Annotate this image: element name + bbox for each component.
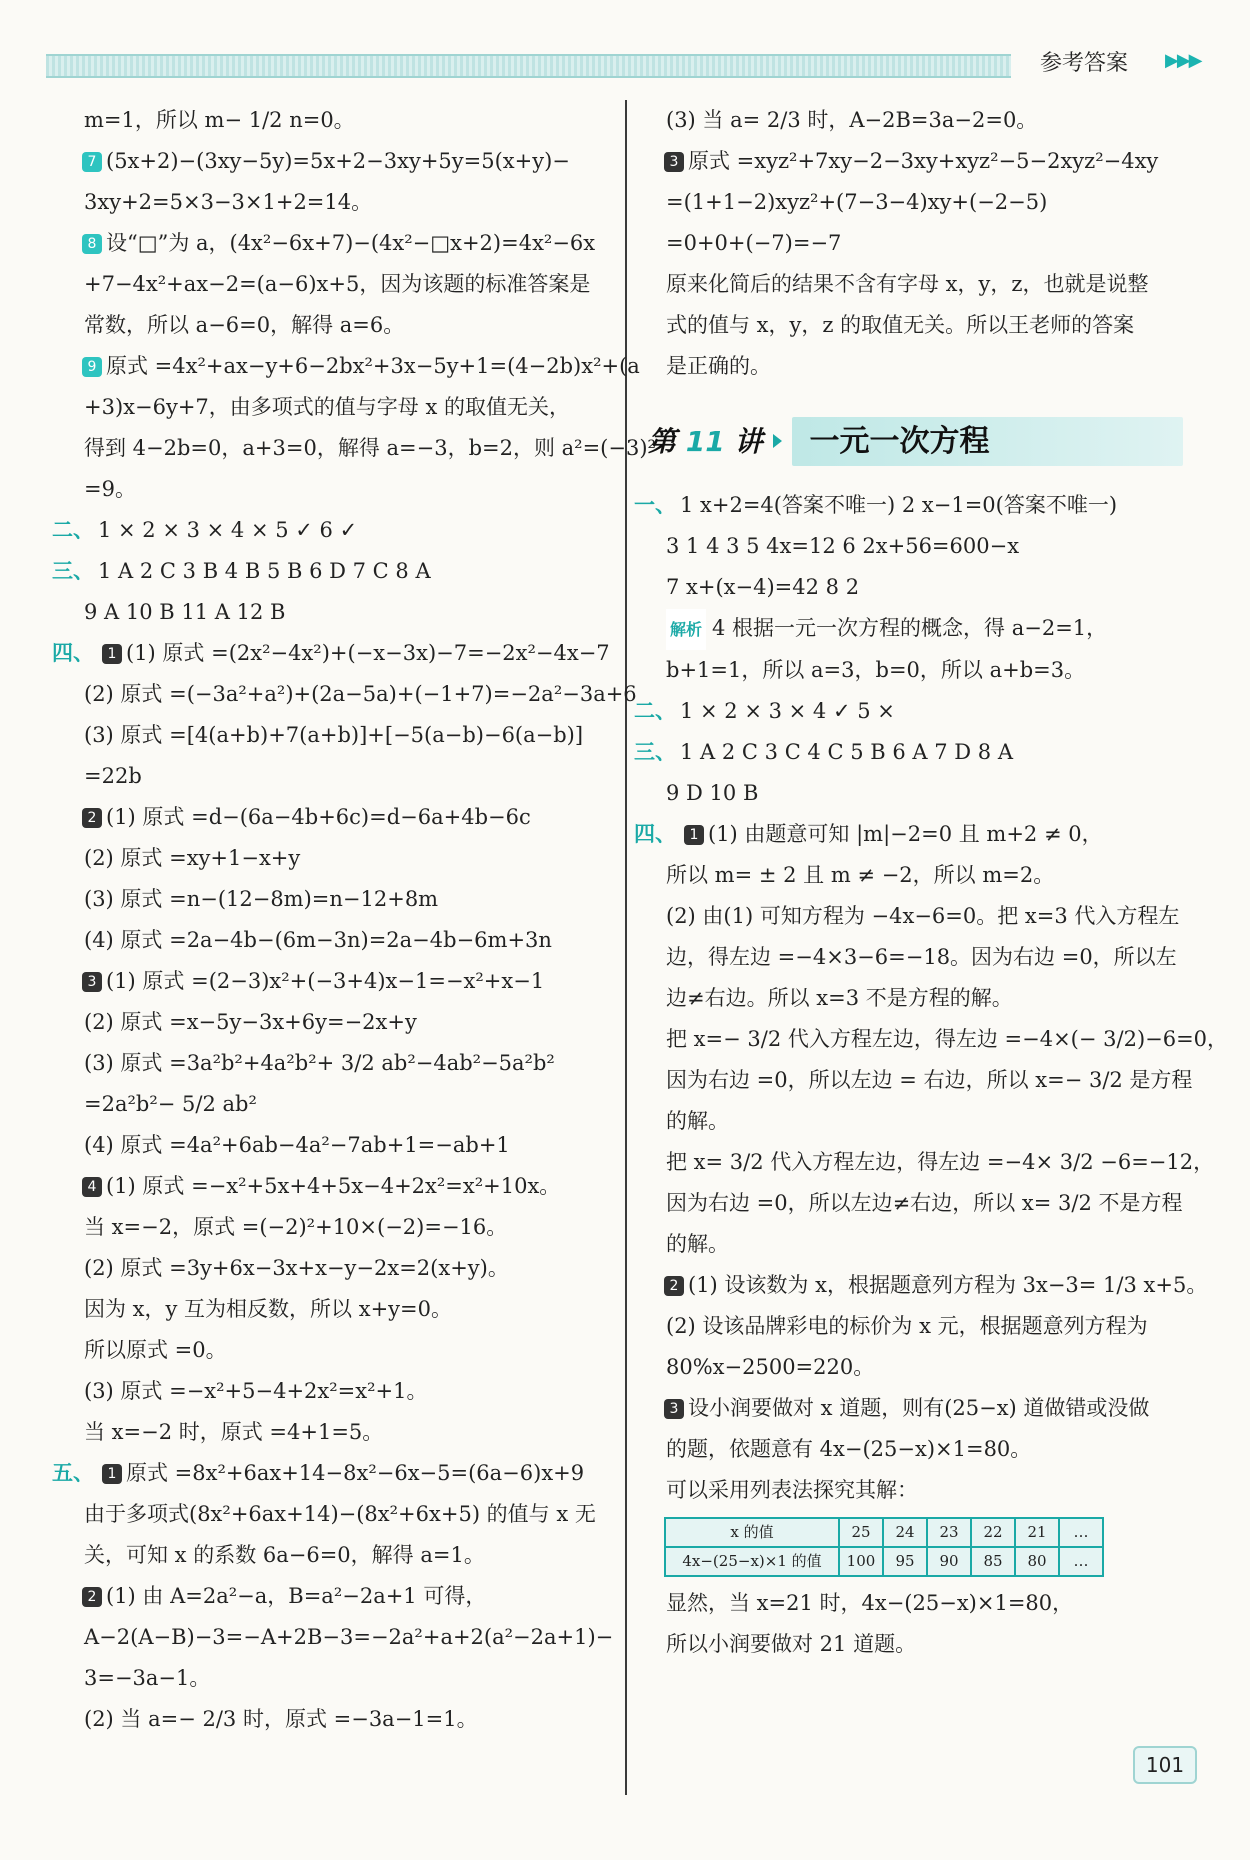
answer-line: [660, 855, 1215, 896]
line-text: 常数，所以 a−6=0，解得 a=6。: [84, 313, 405, 337]
answer-line: [78, 879, 613, 920]
section-marker: 二、: [634, 699, 676, 723]
section-marker: 一、: [634, 493, 676, 517]
header-band: [46, 54, 1011, 78]
line-text: 把 x= 3/2 代入方程左边，得左边 =−4× 3/2 −6=−12，: [666, 1150, 1215, 1174]
answer-line: [660, 526, 1215, 567]
line-text: 由于多项式(8x²+6ax+14)−(8x²+6x+5) 的值与 x 无: [84, 1502, 596, 1526]
answer-line: [78, 346, 640, 387]
answer-line: [78, 961, 613, 1002]
question-number-badge: 4: [82, 1177, 102, 1197]
answer-line: [634, 732, 1215, 773]
answer-line: [78, 1617, 613, 1658]
section-marker: 二、: [52, 518, 94, 542]
question-number-badge: 2: [664, 1276, 684, 1296]
answer-line: [660, 1347, 1215, 1388]
answer-line: [78, 756, 613, 797]
answer-line: [78, 1166, 613, 1207]
answer-line: [660, 1388, 1215, 1429]
lesson-suffix: 讲: [734, 424, 763, 458]
answer-line: [78, 715, 613, 756]
section-marker: 三、: [634, 740, 676, 764]
line-text: 所以原式 =0。: [84, 1338, 227, 1362]
answer-line: [78, 1330, 613, 1371]
question-number-badge: 2: [82, 808, 102, 828]
answer-line: [78, 100, 613, 141]
line-text: 因为右边 =0，所以左边 = 右边，所以 x=− 3/2 是方程: [666, 1068, 1193, 1092]
answer-line: [660, 1142, 1215, 1183]
line-text: =9。: [84, 477, 136, 501]
answer-line: [52, 551, 613, 592]
question-number-badge: 7: [82, 152, 102, 172]
answer-line: [660, 1101, 1215, 1142]
answer-line: [78, 1207, 613, 1248]
line-text: (1) 原式 =d−(6a−4b+6c)=d−6a+4b−6c: [106, 805, 531, 829]
line-text: =0+0+(−7)=−7: [666, 231, 842, 255]
lesson-number-value: 11: [685, 424, 725, 458]
header-arrows-icon: ▶▶▶: [1165, 50, 1201, 71]
answer-line: [78, 264, 613, 305]
answer-line: [78, 1084, 613, 1125]
section-marker: 五、: [52, 1461, 94, 1485]
answer-line: [660, 1265, 1215, 1306]
table-row: [665, 1547, 1103, 1576]
answer-line: [660, 978, 1215, 1019]
answer-line: [78, 469, 613, 510]
answer-line: [660, 1306, 1215, 1347]
answer-line: [78, 1248, 613, 1289]
answer-line: [634, 814, 1215, 855]
answer-line: [78, 592, 613, 633]
line-text: 因为 x，y 互为相反数，所以 x+y=0。: [84, 1297, 452, 1321]
line-text: (5x+2)−(3xy−5y)=5x+2−3xy+5y=5(x+y)−: [106, 149, 570, 173]
line-text: 的解。: [666, 1109, 729, 1133]
answer-line: [78, 838, 613, 879]
line-text: b+1=1，所以 a=3，b=0，所以 a+b=3。: [666, 658, 1086, 682]
answer-line: [660, 1429, 1215, 1470]
answer-line: [78, 1125, 613, 1166]
table-cell: 24: [883, 1518, 927, 1547]
analysis-tag: 解析: [666, 609, 706, 650]
answer-line: [660, 182, 1215, 223]
line-text: 得到 4−2b=0，a+3=0，解得 a=−3，b=2，则 a²=(−3)²: [84, 436, 656, 460]
answer-line: [660, 1224, 1215, 1265]
line-text: 1 × 2 × 3 × 4 ✓ 5 ×: [680, 699, 895, 723]
answer-line: [78, 674, 637, 715]
answer-line: [78, 223, 613, 264]
section-marker: 四、: [634, 822, 676, 846]
section-marker: 四、: [52, 641, 94, 665]
line-text: m=1，所以 m− 1/2 n=0。: [84, 108, 355, 132]
lesson-number: [648, 421, 763, 462]
line-text: (2) 由(1) 可知方程为 −4x−6=0。把 x=3 代入方程左: [666, 904, 1180, 928]
answer-line: [78, 305, 613, 346]
question-number-badge: 3: [664, 152, 684, 172]
answer-line: [660, 937, 1215, 978]
line-text: 关，可知 x 的系数 6a−6=0，解得 a=1。: [84, 1543, 485, 1567]
answer-line: [660, 1183, 1215, 1224]
line-text: (3) 原式 =−x²+5−4+2x²=x²+1。: [84, 1379, 428, 1403]
answer-line: [78, 387, 613, 428]
line-text: (4) 原式 =2a−4b−(6m−3n)=2a−4b−6m+3n: [84, 928, 552, 952]
question-number-badge: 9: [82, 357, 102, 377]
line-text: 80%x−2500=220。: [666, 1355, 875, 1379]
line-text: 显然，当 x=21 时，4x−(25−x)×1=80，: [666, 1591, 1074, 1615]
line-text: 1 × 2 × 3 × 4 × 5 ✓ 6 ✓: [98, 518, 358, 542]
answer-line: [78, 428, 656, 469]
line-text: (2) 原式 =(−3a²+a²)+(2a−5a)+(−1+7)=−2a²−3a+6: [84, 682, 637, 706]
answer-line: [78, 182, 613, 223]
line-text: +7−4x²+ax−2=(a−6)x+5，因为该题的标准答案是: [84, 272, 591, 296]
line-text: +3)x−6y+7，由多项式的值与字母 x 的取值无关，: [84, 395, 570, 419]
right-top-lines: [660, 100, 1215, 387]
table-cell: 80: [1015, 1547, 1059, 1576]
line-text: =22b: [84, 764, 142, 788]
answer-line: [660, 1624, 1215, 1665]
line-text: (2) 当 a=− 2/3 时，原式 =−3a−1=1。: [84, 1707, 478, 1731]
line-text: 9 A 10 B 11 A 12 B: [84, 600, 286, 624]
answer-line: [660, 264, 1215, 305]
line-text: (1) 原式 =(2−3)x²+(−3+4)x−1=−x²+x−1: [106, 969, 545, 993]
answer-line: [78, 1289, 613, 1330]
line-text: 9 D 10 B: [666, 781, 759, 805]
table-row-label: x 的值: [665, 1518, 839, 1547]
line-text: 的题，依题意有 4x−(25−x)×1=80。: [666, 1437, 1032, 1461]
question-number-badge: 1: [684, 825, 704, 845]
line-text: (2) 原式 =xy+1−x+y: [84, 846, 301, 870]
answer-line: [660, 608, 1215, 650]
line-text: 1 A 2 C 3 C 4 C 5 B 6 A 7 D 8 A: [680, 740, 1013, 764]
line-text: 是正确的。: [666, 354, 771, 378]
line-text: 原式 =xyz²+7xy−2−3xy+xyz²−5−2xyz²−4xy: [688, 149, 1159, 173]
table-cell: 23: [927, 1518, 971, 1547]
answer-line: [78, 1576, 613, 1617]
line-text: 边≠右边。所以 x=3 不是方程的解。: [666, 986, 1013, 1010]
table-cell: 85: [971, 1547, 1015, 1576]
line-text: (3) 原式 =3a²b²+4a²b²+ 3/2 ab²−4ab²−5a²b²: [84, 1051, 555, 1075]
table-cell: …: [1059, 1518, 1103, 1547]
table-cell: …: [1059, 1547, 1103, 1576]
answer-line: [78, 1699, 613, 1740]
answer-line: [634, 485, 1215, 526]
answer-line: [78, 1535, 613, 1576]
question-number-badge: 3: [82, 972, 102, 992]
line-text: (2) 原式 =3y+6x−3x+x−y−2x=2(x+y)。: [84, 1256, 509, 1280]
answer-line: [78, 797, 613, 838]
line-text: 当 x=−2，原式 =(−2)²+10×(−2)=−16。: [84, 1215, 508, 1239]
line-text: (3) 原式 =n−(12−8m)=n−12+8m: [84, 887, 439, 911]
line-text: 1 A 2 C 3 B 4 B 5 B 6 D 7 C 8 A: [98, 559, 431, 583]
line-text: 把 x=− 3/2 代入方程左边，得左边 =−4×(− 3/2)−6=0，: [666, 1027, 1229, 1051]
line-text: 设小润要做对 x 道题，则有(25−x) 道做错或没做: [688, 1396, 1150, 1420]
line-text: (2) 设该品牌彩电的标价为 x 元，根据题意列方程为: [666, 1314, 1148, 1338]
answer-line: [78, 1002, 613, 1043]
question-number-badge: 1: [102, 1464, 122, 1484]
answer-line: [78, 1371, 613, 1412]
question-number-badge: 3: [664, 1399, 684, 1419]
line-text: 可以采用列表法探究其解：: [666, 1478, 918, 1502]
lesson-title: 一元一次方程: [792, 417, 1183, 466]
answer-line: [634, 691, 1215, 732]
line-text: 3=−3a−1。: [84, 1666, 211, 1690]
header-title: 参考答案: [1040, 51, 1129, 76]
line-text: 因为右边 =0，所以左边≠右边，所以 x= 3/2 不是方程: [666, 1191, 1183, 1215]
table-cell: 90: [927, 1547, 971, 1576]
line-text: (1) 由 A=2a²−a，B=a²−2a+1 可得，: [106, 1584, 487, 1608]
line-text: 原式 =8x²+6ax+14−8x²−6x−5=(6a−6)x+9: [126, 1461, 585, 1485]
line-text: 边，得左边 =−4×3−6=−18。因为右边 =0，所以左: [666, 945, 1177, 969]
answer-line: [52, 510, 613, 551]
answer-line: [660, 1060, 1215, 1101]
line-text: (1) 原式 =(2x²−4x²)+(−x−3x)−7=−2x²−4x−7: [126, 641, 610, 665]
line-text: 所以小润要做对 21 道题。: [666, 1632, 917, 1656]
arrow-icon: [773, 434, 782, 448]
line-text: 4 根据一元一次方程的概念，得 a−2=1，: [712, 616, 1108, 640]
right-end-lines: [660, 1583, 1215, 1665]
answer-line: [660, 346, 1215, 387]
answer-line: [78, 1658, 613, 1699]
line-text: 所以 m= ± 2 且 m ≠ −2，所以 m=2。: [666, 863, 1055, 887]
answer-line: [78, 920, 613, 961]
answer-table: [664, 1517, 1104, 1577]
line-text: (1) 原式 =−x²+5x+4+5x−4+2x²=x²+10x。: [106, 1174, 561, 1198]
answer-line: [78, 1412, 613, 1453]
answer-line: [660, 141, 1215, 182]
question-number-badge: 2: [82, 1587, 102, 1607]
answer-line: [660, 896, 1215, 937]
right-bottom-lines: [634, 485, 1229, 1511]
line-text: 3xy+2=5×3−3×1+2=14。: [84, 190, 373, 214]
section-marker: 三、: [52, 559, 94, 583]
table-cell: 100: [839, 1547, 883, 1576]
answer-line: [660, 305, 1215, 346]
answer-line: [660, 1019, 1229, 1060]
table-cell: 22: [971, 1518, 1015, 1547]
left-column: [52, 100, 656, 1740]
line-text: (2) 原式 =x−5y−3x+6y=−2x+y: [84, 1010, 417, 1034]
table-row-label: 4x−(25−x)×1 的值: [665, 1547, 839, 1576]
line-text: (4) 原式 =4a²+6ab−4a²−7ab+1=−ab+1: [84, 1133, 510, 1157]
line-text: 原来化简后的结果不含有字母 x，y，z，也就是说整: [666, 272, 1149, 296]
right-column: [634, 100, 1229, 1665]
answer-line: [52, 633, 613, 674]
line-text: 7 x+(x−4)=42 8 2: [666, 575, 860, 599]
page-number: 101: [1133, 1746, 1197, 1784]
table-cell: 25: [839, 1518, 883, 1547]
answer-line: [660, 773, 1215, 814]
answer-line: [78, 141, 613, 182]
line-text: 1 x+2=4(答案不唯一) 2 x−1=0(答案不唯一): [680, 493, 1118, 517]
line-text: 的解。: [666, 1232, 729, 1256]
line-text: 当 x=−2 时，原式 =4+1=5。: [84, 1420, 384, 1444]
line-text: (3) 原式 =[4(a+b)+7(a+b)]+[−5(a−b)−6(a−b)]: [84, 723, 584, 747]
line-text: 式的值与 x，y，z 的取值无关。所以王老师的答案: [666, 313, 1135, 337]
answer-line: [78, 1494, 613, 1535]
answer-line: [660, 223, 1215, 264]
table-cell: 21: [1015, 1518, 1059, 1547]
answer-line: [660, 1583, 1215, 1624]
answer-line: [660, 100, 1215, 141]
answer-line: [52, 1453, 613, 1494]
line-text: (1) 由题意可知 |m|−2=0 且 m+2 ≠ 0，: [708, 822, 1103, 846]
answer-line: [660, 1470, 1215, 1511]
line-text: =2a²b²− 5/2 ab²: [84, 1092, 257, 1116]
line-text: 设“□”为 a，(4x²−6x+7)−(4x²−□x+2)=4x²−6x: [106, 231, 596, 255]
lesson-heading: [648, 411, 1215, 471]
line-text: 3 1 4 3 5 4x=12 6 2x+56=600−x: [666, 534, 1020, 558]
line-text: A−2(A−B)−3=−A+2B−3=−2a²+a+2(a²−2a+1)−: [84, 1625, 614, 1649]
lesson-prefix: 第: [648, 424, 677, 458]
line-text: 原式 =4x²+ax−y+6−2bx²+3x−5y+1=(4−2b)x²+(a: [106, 354, 640, 378]
line-text: (1) 设该数为 x，根据题意列方程为 3x−3= 1/3 x+5。: [688, 1273, 1208, 1297]
table-row: [665, 1518, 1103, 1547]
answer-line: [78, 1043, 613, 1084]
answer-line: [660, 650, 1215, 691]
answer-line: [660, 567, 1215, 608]
question-number-badge: 8: [82, 234, 102, 254]
line-text: =(1+1−2)xyz²+(7−3−4)xy+(−2−5): [666, 190, 1048, 214]
table-cell: 95: [883, 1547, 927, 1576]
question-number-badge: 1: [102, 644, 122, 664]
line-text: (3) 当 a= 2/3 时，A−2B=3a−2=0。: [666, 108, 1038, 132]
